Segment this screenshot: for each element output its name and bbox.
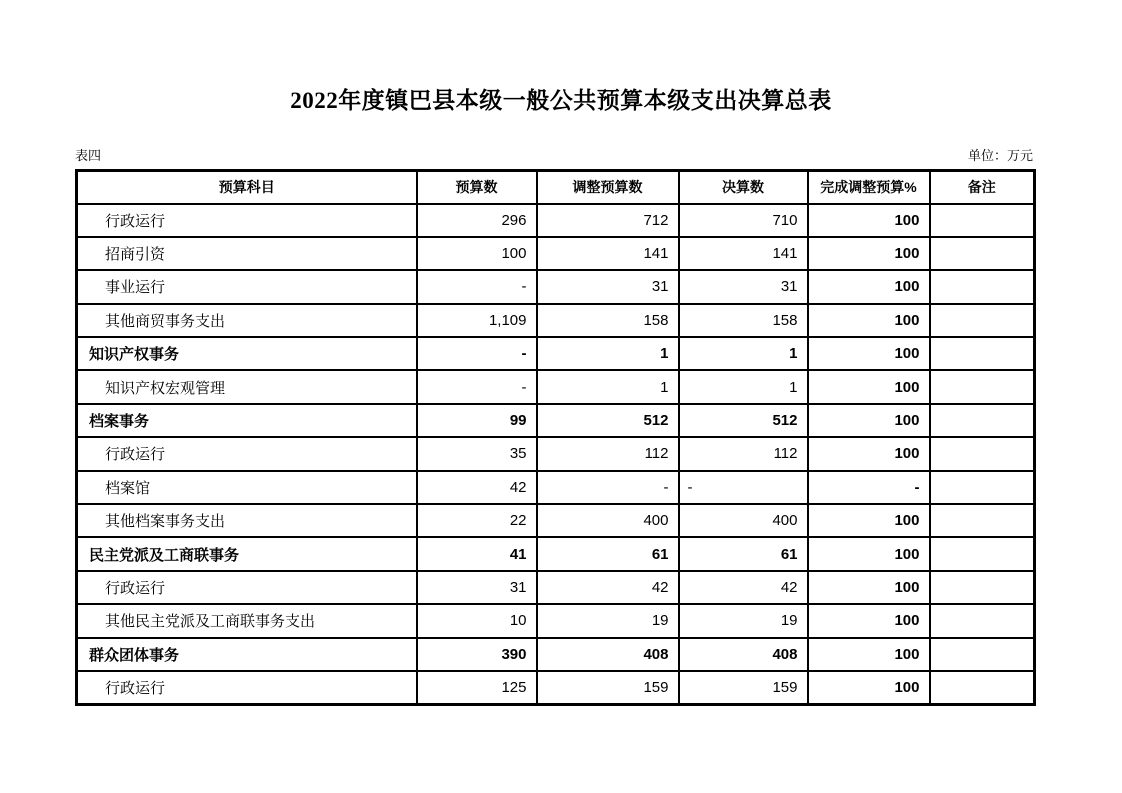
adjusted-cell: 19 [537,604,679,637]
table-row [77,237,1035,270]
budget-cell: 1,109 [417,304,537,337]
header-row [77,171,1035,204]
subject-cell: 行政运行 [77,437,417,470]
remark-cell [930,471,1035,504]
final-cell: 512 [679,404,808,437]
table-row [77,437,1035,470]
pct-cell: - [808,471,930,504]
table-row [77,404,1035,437]
budget-cell: 99 [417,404,537,437]
column-header-adjusted: 调整预算数 [537,171,679,204]
pct-cell: 100 [808,638,930,671]
final-cell: 159 [679,671,808,704]
remark-cell [930,237,1035,270]
pct-cell: 100 [808,437,930,470]
table-row [77,638,1035,671]
table-row [77,370,1035,403]
pct-cell: 100 [808,671,930,704]
final-cell: 19 [679,604,808,637]
subject-cell: 招商引资 [77,237,417,270]
remark-cell [930,671,1035,704]
subject-cell: 知识产权事务 [77,337,417,370]
remark-cell [930,337,1035,370]
subject-cell: 其他民主党派及工商联事务支出 [77,604,417,637]
subject-cell: 行政运行 [77,204,417,237]
pct-cell: 100 [808,370,930,403]
final-cell: 710 [679,204,808,237]
table-meta [75,145,1033,164]
final-cell: 408 [679,638,808,671]
remark-cell [930,404,1035,437]
pct-cell: 100 [808,604,930,637]
adjusted-cell: 408 [537,638,679,671]
remark-cell [930,571,1035,604]
budget-cell: 42 [417,471,537,504]
remark-cell [930,304,1035,337]
adjusted-cell: 42 [537,571,679,604]
budget-cell: 296 [417,204,537,237]
adjusted-cell: 712 [537,204,679,237]
table-body [77,204,1035,705]
budget-cell: 100 [417,237,537,270]
table-row [77,504,1035,537]
subject-cell: 档案事务 [77,404,417,437]
budget-cell: 22 [417,504,537,537]
budget-cell: 31 [417,571,537,604]
final-cell: 31 [679,270,808,303]
final-cell: 1 [679,337,808,370]
table-row [77,471,1035,504]
budget-cell: 35 [417,437,537,470]
table-row [77,604,1035,637]
table-header [77,171,1035,204]
column-header-budget: 预算数 [417,171,537,204]
remark-cell [930,370,1035,403]
pct-cell: 100 [808,337,930,370]
table-row [77,304,1035,337]
remark-cell [930,204,1035,237]
final-cell: - [679,471,808,504]
budget-cell: - [417,270,537,303]
adjusted-cell: 400 [537,504,679,537]
remark-cell [930,604,1035,637]
pct-cell: 100 [808,537,930,570]
column-header-remark: 备注 [930,171,1035,204]
column-header-final: 决算数 [679,171,808,204]
remark-cell [930,270,1035,303]
table-row [77,270,1035,303]
remark-cell [930,537,1035,570]
table-row [77,204,1035,237]
budget-cell: - [417,370,537,403]
remark-cell [930,638,1035,671]
adjusted-cell: 1 [537,370,679,403]
table-row [77,571,1035,604]
adjusted-cell: 112 [537,437,679,470]
subject-cell: 群众团体事务 [77,638,417,671]
table-row [77,537,1035,570]
adjusted-cell: 158 [537,304,679,337]
pct-cell: 100 [808,504,930,537]
pct-cell: 100 [808,304,930,337]
final-cell: 1 [679,370,808,403]
adjusted-cell: 159 [537,671,679,704]
remark-cell [930,504,1035,537]
pct-cell: 100 [808,270,930,303]
adjusted-cell: - [537,471,679,504]
subject-cell: 民主党派及工商联事务 [77,537,417,570]
final-cell: 158 [679,304,808,337]
budget-cell: 390 [417,638,537,671]
final-cell: 400 [679,504,808,537]
pct-cell: 100 [808,237,930,270]
budget-table [75,169,1036,706]
subject-cell: 事业运行 [77,270,417,303]
budget-cell: 125 [417,671,537,704]
table-row [77,671,1035,704]
adjusted-cell: 512 [537,404,679,437]
page-title: 2022年度镇巴县本级一般公共预算本级支出决算总表 [290,88,832,113]
pct-cell: 100 [808,571,930,604]
final-cell: 61 [679,537,808,570]
table-number-label: 表四 [75,148,102,163]
remark-cell [930,437,1035,470]
budget-cell: - [417,337,537,370]
subject-cell: 档案馆 [77,471,417,504]
subject-cell: 其他商贸事务支出 [77,304,417,337]
pct-cell: 100 [808,204,930,237]
adjusted-cell: 61 [537,537,679,570]
adjusted-cell: 1 [537,337,679,370]
subject-cell: 知识产权宏观管理 [77,370,417,403]
budget-cell: 41 [417,537,537,570]
budget-cell: 10 [417,604,537,637]
final-cell: 42 [679,571,808,604]
column-header-pct: 完成调整预算% [808,171,930,204]
unit-label: 单位：万元 [967,148,1033,163]
subject-cell: 其他档案事务支出 [77,504,417,537]
adjusted-cell: 31 [537,270,679,303]
pct-cell: 100 [808,404,930,437]
column-header-subject: 预算科目 [77,171,417,204]
final-cell: 141 [679,237,808,270]
adjusted-cell: 141 [537,237,679,270]
final-cell: 112 [679,437,808,470]
subject-cell: 行政运行 [77,571,417,604]
subject-cell: 行政运行 [77,671,417,704]
table-row [77,337,1035,370]
